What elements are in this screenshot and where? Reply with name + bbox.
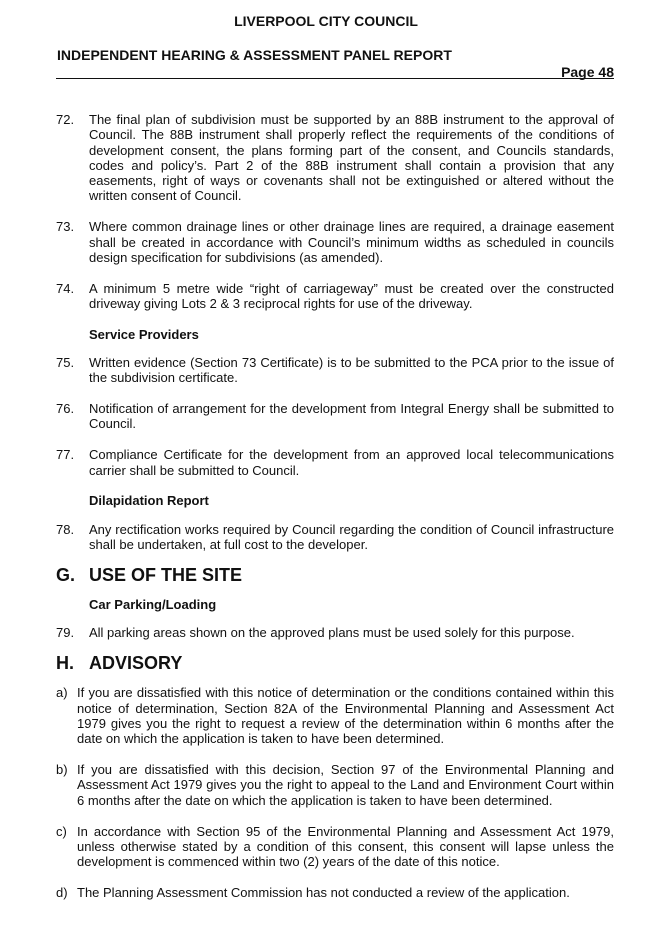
condition-text: All parking areas shown on the approved plans must be used solely for this purpose. — [89, 625, 575, 641]
condition-item-74 — [56, 281, 614, 312]
condition-item-76 — [56, 401, 614, 432]
condition-item-73 — [56, 219, 614, 265]
condition-text: Where common drainage lines or other drainage lines are required, a drainage easement shall be created in accordance with Council’s minimum widths as scheduled in councils design specification for subdivisions (as amended). — [89, 219, 614, 265]
section-number: H. — [56, 653, 74, 674]
condition-item-79 — [56, 625, 614, 640]
section-heading-g — [56, 564, 614, 585]
condition-text: A minimum 5 metre wide “right of carriageway” must be created over the constructed driveway giving Lots 2 & 3 reciprocal rights for use of the driveway. — [89, 280, 614, 311]
subheading-dilapidation-report: Dilapidation Report — [89, 493, 209, 509]
subheading-car-parking: Car Parking/Loading — [89, 597, 217, 613]
condition-item-75 — [56, 355, 614, 386]
condition-number: 75. — [56, 355, 75, 371]
advisory-item-d — [56, 885, 614, 900]
advisory-label: b) — [56, 762, 68, 778]
section-title: ADVISORY — [89, 653, 183, 674]
condition-number: 72. — [56, 112, 75, 127]
condition-number: 77. — [56, 447, 75, 463]
condition-text: Written evidence (Section 73 Certificate) is to be submitted to the PCA prior to the issue of the subdivision certificate. — [89, 355, 614, 386]
section-title: USE OF THE SITE — [89, 564, 243, 585]
advisory-item-a — [56, 685, 614, 746]
condition-number: 74. — [56, 280, 75, 296]
section-number: G. — [56, 564, 76, 585]
condition-number: 78. — [56, 521, 75, 537]
section-heading-h — [56, 653, 614, 674]
condition-text: Any rectification works required by Council regarding the condition of Council infrastructure shall be undertaken, at full cost to the developer. — [89, 521, 614, 552]
subheading-service-providers: Service Providers — [89, 326, 199, 342]
condition-item-78 — [56, 522, 614, 553]
condition-number: 76. — [56, 401, 75, 417]
condition-text: Compliance Certificate for the development from an approved local telecommunications carrier shall be submitted to Council. — [89, 447, 614, 478]
condition-item-72 — [56, 112, 614, 204]
advisory-label: c) — [56, 823, 67, 839]
advisory-item-c — [56, 824, 614, 870]
advisory-text: If you are dissatisfied with this notice of determination or the conditions contained within this notice of determination, Section 82A of the Environmental Planning and Assessment Act 1979 gives you the right to request a review of the determination within 6 months after the date on which the application is taken to have been determined. — [77, 685, 614, 747]
council-name: LIVERPOOL CITY COUNCIL — [234, 13, 418, 29]
document-body — [56, 112, 614, 916]
condition-text: Notification of arrangement for the development from Integral Energy shall be submitted to Council. — [89, 401, 614, 432]
report-title: INDEPENDENT HEARING & ASSESSMENT PANEL REPORT — [57, 47, 452, 63]
advisory-text: In accordance with Section 95 of the Environmental Planning and Assessment Act 1979, unless otherwise stated by a condition of this consent, this consent will lapse unless the development is commenced within two (2) years of the date of this notice. — [77, 823, 614, 870]
advisory-text: The Planning Assessment Commission has not conducted a review of the application. — [77, 884, 570, 900]
condition-item-77 — [56, 447, 614, 478]
condition-number: 79. — [56, 625, 75, 641]
advisory-label: a) — [56, 685, 68, 701]
condition-number: 73. — [56, 219, 75, 235]
advisory-label: d) — [56, 884, 68, 900]
header-divider — [56, 78, 614, 79]
advisory-text: If you are dissatisfied with this decision, Section 97 of the Environmental Planning and Assessment Act 1979 gives you the right to appeal to the Land and Environment Court within 6 months after the date on which the application is taken to have been determined. — [77, 762, 614, 808]
page-number: Page 48 — [561, 64, 614, 80]
condition-text: The final plan of subdivision must be supported by an 88B instrument to the approval of Council. The 88B instrument shall properly reflect the requirements of the conditions of development consent, the plans forming part of the consent, and Councils standards, codes and policy’s. Part 2 of the 88B instrument shall contain a provision that any easements, right of ways or covenants shall not be extinguished or altered without the written consent of Council. — [89, 112, 614, 204]
advisory-item-b — [56, 762, 614, 808]
